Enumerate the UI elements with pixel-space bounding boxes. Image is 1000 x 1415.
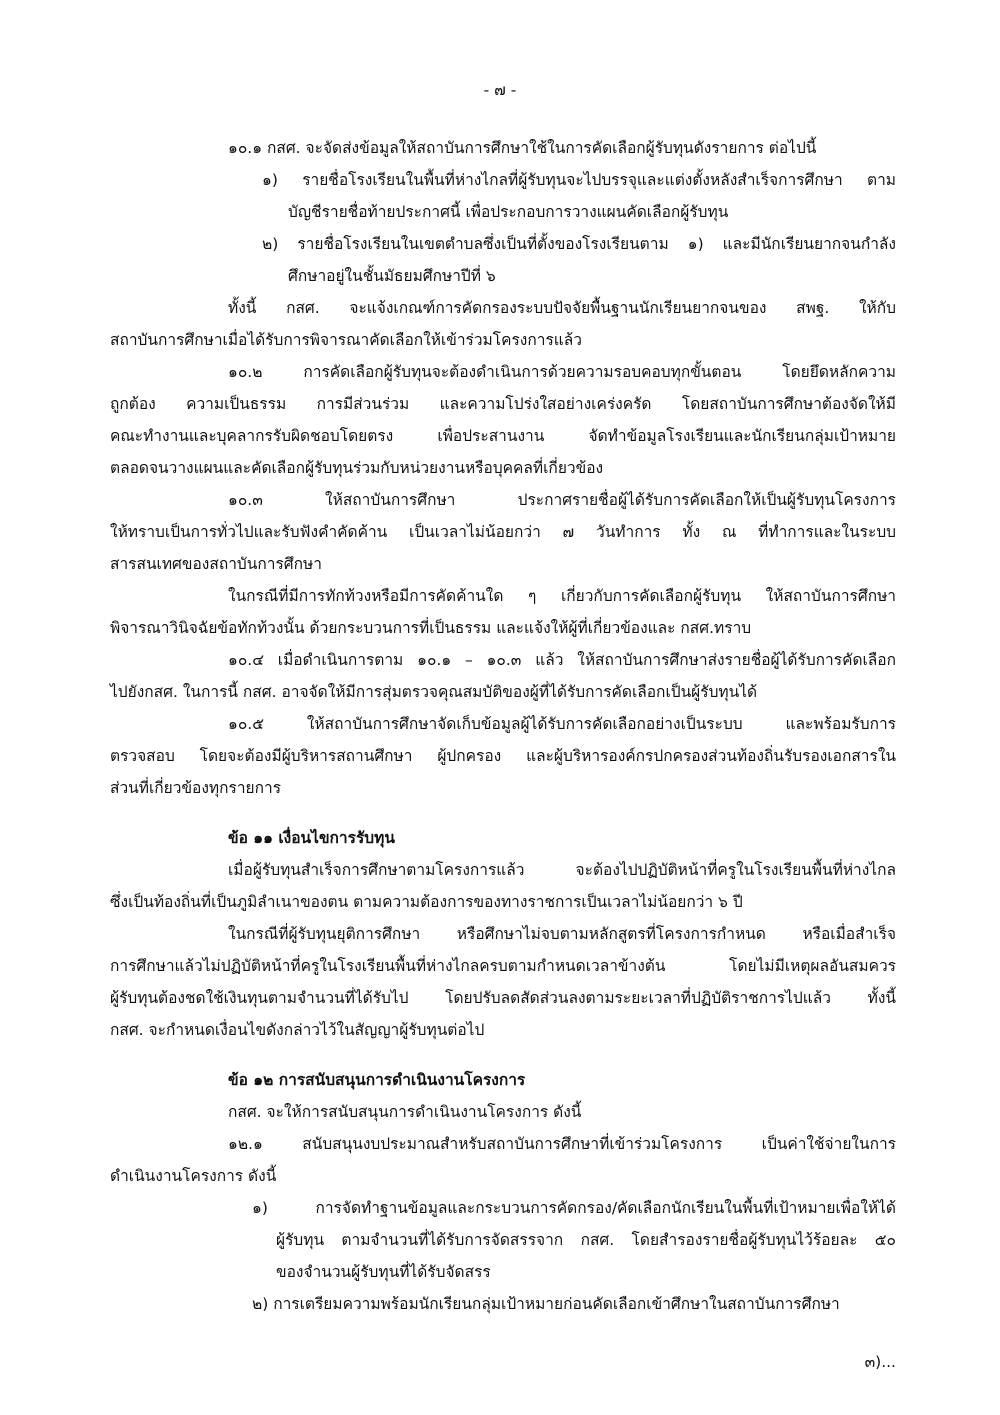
paragraph-line: ซึ่งเป็นท้องถิ่นที่เป็นภูมิลำเนาของตน ตามความต้องการของทางราชการเป็นเวลาไม่น้อยกว่า ๖ ปี [110,893,743,911]
item-1-text: ๑) รายชื่อโรงเรียนในพื้นที่ห่างไกลที่ผู้รับทุนจะไปบรรจุและแต่งตั้งหลังสำเร็จการศึกษา ตาม [262,171,896,189]
paragraph-line: ตลอดจนวางแผนและคัดเลือกผู้รับทุนร่วมกับหน่วยงานหรือบุคคลที่เกี่ยวข้อง [110,459,604,477]
paragraph-line: ในกรณีที่มีการทักท้วงหรือมีการคัดค้านใด ๆ เกี่ยวกับการคัดเลือกผู้รับทุน ให้สถาบันการศึกษา [228,587,896,605]
clause-10-3: ๑๐.๓ ให้สถาบันการศึกษา ประกาศรายชื่อผู้ได้รับการคัดเลือกให้เป็นผู้รับทุนโครงการ [228,491,896,509]
clause-10-4: ๑๐.๔ เมื่อดำเนินการตาม ๑๐.๑ – ๑๐.๓ แล้ว ให้สถาบันการศึกษาส่งรายชื่อผู้ได้รับการคัดเลือก [228,651,896,669]
continuation-marker: ๓)... [864,1353,896,1371]
section-heading-11: ข้อ ๑๑ เงื่อนไขการรับทุน [228,829,395,847]
section-heading-12: ข้อ ๑๒ การสนับสนุนการดำเนินงานโครงการ [228,1071,526,1089]
item-1-cont: ของจำนวนผู้รับทุนที่ได้รับจัดสรร [276,1263,491,1281]
paragraph-line: คณะทำงานและบุคลากรรับผิดชอบโดยตรง เพื่อประสานงาน จัดทำข้อมูลโรงเรียนและนักเรียนกลุ่มเป้าหมาย [110,427,896,445]
paragraph-line: พิจารณาวินิจฉัยข้อทักท้วงนั้น ด้วยกระบวนการที่เป็นธรรม และแจ้งให้ผู้ที่เกี่ยวข้องและ กสศ.ทราบ [110,619,752,637]
clause-12-1: ๑๒.๑ สนับสนุนงบประมาณสำหรับสถาบันการศึกษาที่เข้าร่วมโครงการ เป็นค่าใช้จ่ายในการ [228,1135,896,1153]
item-1-cont: บัญชีรายชื่อท้ายประกาศนี้ เพื่อประกอบการวางแผนคัดเลือกผู้รับทุน [288,203,729,221]
paragraph-line: ตรวจสอบ โดยจะต้องมีผู้บริหารสถานศึกษา ผู้ปกครอง และผู้บริหารองค์กรปกครองส่วนท้องถิ่นรับรองเอกสารใน [110,747,896,765]
clause-10-1: ๑๐.๑ กสศ. จะจัดส่งข้อมูลให้สถาบันการศึกษาใช้ในการคัดเลือกผู้รับทุนดังรายการ ต่อไปนี้ [228,139,817,157]
paragraph-line: ดำเนินงานโครงการ ดังนี้ [110,1167,277,1185]
paragraph-line: กสศ. จะให้การสนับสนุนการดำเนินงานโครงการ ดังนี้ [228,1103,582,1121]
item-2-cont: ศึกษาอยู่ในชั้นมัธยมศึกษาปีที่ ๖ [288,267,496,285]
paragraph-line: กสศ. จะกำหนดเงื่อนไขดังกล่าวไว้ในสัญญาผู้รับทุนต่อไป [110,1021,485,1039]
item-2-text: ๒) การเตรียมความพร้อมนักเรียนกลุ่มเป้าหมายก่อนคัดเลือกเข้าศึกษาในสถาบันการศึกษา [252,1295,840,1313]
paragraph-line: ผู้รับทุนต้องชดใช้เงินทุนตามจำนวนที่ได้รับไป โดยปรับลดสัดส่วนลงตามระยะเวลาที่ปฏิบัติราชการไปแล้ว ทั้งนี้ [110,989,896,1007]
paragraph-line: ส่วนที่เกี่ยวข้องทุกรายการ [110,779,282,797]
item-2-text: ๒) รายชื่อโรงเรียนในเขตตำบลซึ่งเป็นที่ตั้งของโรงเรียนตาม ๑) และมีนักเรียนยากจนกำลัง [262,235,896,253]
paragraph-line: เมื่อผู้รับทุนสำเร็จการศึกษาตามโครงการแล้ว จะต้องไปปฏิบัติหน้าที่ครูในโรงเรียนพื้นที่ห่างไกล [228,861,896,879]
paragraph-line: การศึกษาแล้วไม่ปฏิบัติหน้าที่ครูในโรงเรียนพื้นที่ห่างไกลครบตามกำหนดเวลาข้างต้น โดยไม่มีเหตุผลอันสมควร [110,957,896,975]
paragraph-line: ถูกต้อง ความเป็นธรรม การมีส่วนร่วม และความโปร่งใสอย่างเคร่งครัด โดยสถาบันการศึกษาต้องจัดให้มี [110,395,896,413]
clause-10-2: ๑๐.๒ การคัดเลือกผู้รับทุนจะต้องดำเนินการด้วยความรอบคอบทุกขั้นตอน โดยยึดหลักความ [228,363,896,381]
item-1-cont: ผู้รับทุน ตามจำนวนที่ได้รับการจัดสรรจาก กสศ. โดยสำรองรายชื่อผู้รับทุนไว้ร้อยละ ๕๐ [276,1231,896,1249]
paragraph-line: สถาบันการศึกษาเมื่อได้รับการพิจารณาคัดเลือกให้เข้าร่วมโครงการแล้ว [110,331,582,349]
paragraph-line: ทั้งนี้ กสศ. จะแจ้งเกณฑ์การคัดกรองระบบปัจจัยพื้นฐานนักเรียนยากจนของ สพฐ. ให้กับ [228,299,896,317]
paragraph-line: สารสนเทศของสถาบันการศึกษา [110,555,322,573]
paragraph-line: ไปยังกสศ. ในการนี้ กสศ. อาจจัดให้มีการสุ่มตรวจคุณสมบัติของผู้ที่ได้รับการคัดเลือกเป็นผู้รับทุนได้ [110,683,758,701]
page-number: - ๗ - [483,81,517,99]
clause-10-5: ๑๐.๕ ให้สถาบันการศึกษาจัดเก็บข้อมูลผู้ได้รับการคัดเลือกอย่างเป็นระบบ และพร้อมรับการ [228,715,896,733]
paragraph-line: ให้ทราบเป็นการทั่วไปและรับฟังคำคัดค้าน เป็นเวลาไม่น้อยกว่า ๗ วันทำการ ทั้ง ณ ที่ทำการและในระบบ [110,523,896,541]
item-1-text: ๑) การจัดทำฐานข้อมูลและกระบวนการคัดกรอง/คัดเลือกนักเรียนในพื้นที่เป้าหมายเพื่อให้ได้ [252,1199,896,1217]
paragraph-line: ในกรณีที่ผู้รับทุนยุติการศึกษา หรือศึกษาไม่จบตามหลักสูตรที่โครงการกำหนด หรือเมื่อสำเร็จ [228,925,896,943]
